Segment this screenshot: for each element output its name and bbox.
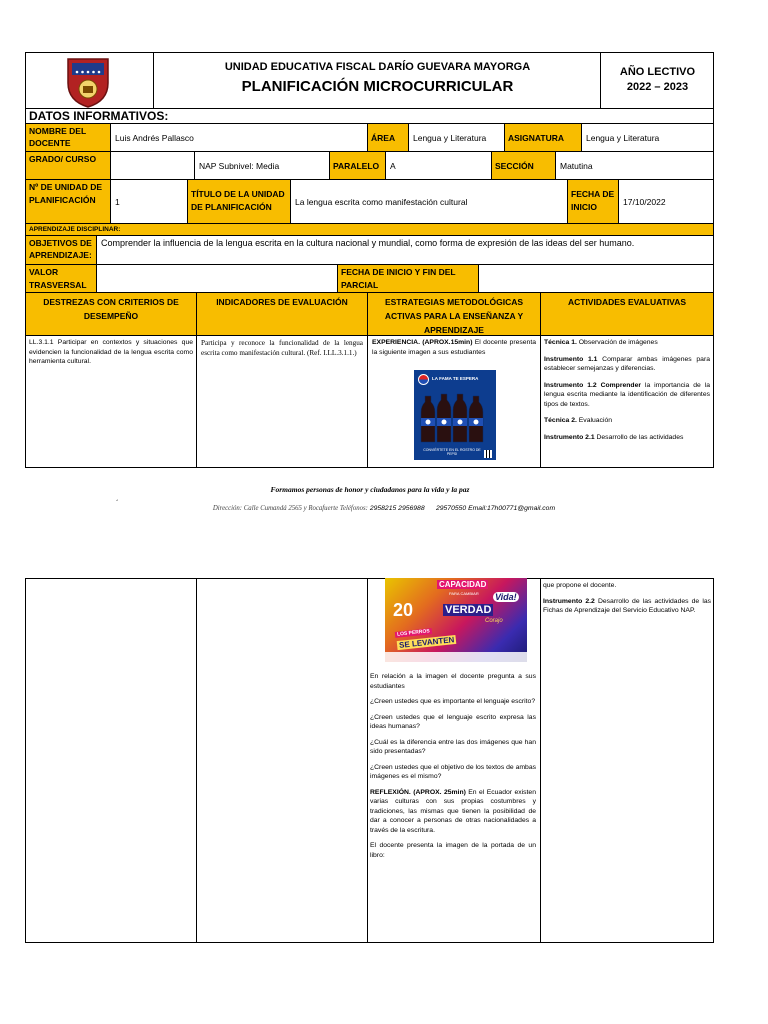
titulo-value: La lengua escrita como manifestación cultural: [295, 197, 468, 207]
question-4: ¿Creen ustedes que el objetivo de los textos de ambas imágenes es el mismo?: [370, 763, 536, 780]
col-destrezas-header: [25, 292, 197, 336]
actividad-item-label: Técnica 1.: [544, 339, 577, 346]
asignatura-value: Lengua y Literatura: [586, 133, 660, 143]
area-value-cell: [408, 123, 505, 152]
footer-phones: 2958215 2956988: [369, 505, 425, 512]
seccion-label: SECCIÓN: [495, 161, 534, 171]
paralelo-label: PARALELO: [333, 161, 380, 171]
estrategia-questions: [370, 672, 536, 866]
actividad-item-text: Evaluación: [576, 417, 613, 424]
area-label-cell: [367, 123, 409, 152]
asignatura-label-cell: [504, 123, 582, 152]
grado-empty-cell: [110, 151, 195, 180]
asignatura-label: ASIGNATURA: [508, 133, 565, 143]
col-indicadores-header: [196, 292, 368, 336]
actividad-item-text: Desarrollo de las actividades: [594, 433, 684, 441]
actividad-item-text: la importancia de la lengua escrita mediante la identificación de diferentes tipos de textos.: [544, 381, 710, 408]
poster-word-5: LOS PERROS: [396, 628, 431, 638]
seccion-value: Matutina: [560, 161, 593, 171]
actividades-list: [541, 336, 713, 451]
col-estrategias-label: ESTRATEGIAS METODOLÓGICAS ACTIVAS PARA LA ENSEÑANZA Y APRENDIZAJE: [384, 297, 524, 335]
col-actividades-label: ACTIVIDADES EVALUATIVAS: [567, 297, 687, 307]
grado-label-cell: [25, 151, 111, 180]
experiencia-text: El docente presenta la siguiente imagen a sus estudiantes: [372, 339, 536, 356]
fecha-parcial-label: FECHA DE INICIO Y FIN DEL PARCIAL: [341, 267, 456, 290]
docente-label: NOMBRE DEL DOCENTE: [29, 126, 86, 148]
pepsi-logo-icon: [418, 374, 429, 385]
actividad-item: [544, 355, 710, 374]
actividad-item-text: Observación de imágenes: [576, 339, 658, 346]
area-label: ÁREA: [371, 133, 396, 143]
valor-value-cell: [96, 264, 338, 293]
footer-email: Email:17h00771@gmail.com: [468, 505, 556, 512]
unidad-num-value: 1: [115, 197, 120, 207]
instrumento-2-2-label: Instrumento 2.2: [543, 597, 595, 605]
ad-title: LA FAMA TE ESPERA: [432, 376, 479, 381]
page2-col-line-1: [196, 578, 197, 943]
unidad-num-label: Nº DE UNIDAD DE PLANIFICACIÓN: [29, 182, 102, 205]
grado-value-cell: [194, 151, 330, 180]
datos-informativos-title: DATOS INFORMATIVOS:: [29, 109, 169, 123]
objetivos-label: OBJETIVOS DE APRENDIZAJE:: [29, 238, 92, 260]
experiencia-label: EXPERIENCIA. (APROX.15min): [372, 339, 473, 346]
actividad-item: [544, 416, 710, 426]
fecha-value-cell: [618, 179, 714, 224]
poster-word-6: SE LEVANTEN: [398, 635, 455, 650]
instrumento-2-2-text: Desarrollo de las actividades de las Fichas de Aprendizaje del Servicio Educativo NAP.: [543, 597, 712, 614]
grado-label: GRADO/ CURSO: [29, 154, 97, 164]
reflexion-paragraph: [370, 788, 536, 836]
campaign-poster-image: [385, 578, 527, 662]
valor-label-cell: [25, 264, 97, 293]
school-logo: [60, 53, 116, 109]
grado-value: NAP Subnivel: Media: [199, 161, 280, 171]
footer-address: Dirección: Calle Cumandá 2565 y Rocafuerte Teléfonos:: [212, 505, 368, 512]
actividad-item-label: Técnica 2.: [544, 417, 577, 424]
fecha-parcial-label-cell: [337, 264, 479, 293]
poster-word-4: Vida!: [495, 592, 517, 602]
indicador-cell: [196, 335, 368, 468]
school-name: UNIDAD EDUCATIVA FISCAL DARÍO GUEVARA MAYORGA: [224, 61, 531, 73]
unidad-num-label-cell: [25, 179, 111, 224]
footer-phone2: 29570550: [435, 505, 467, 512]
actividad-item-label: Instrumento 2.1: [544, 433, 595, 441]
poster-word-3: VERDAD: [445, 604, 492, 616]
actividades-cont-text: que propone el docente.: [543, 582, 617, 589]
col-actividades-header: [540, 292, 714, 336]
poster-word-1: CAPACIDAD: [439, 580, 487, 589]
final-text: El docente presenta la imagen de la portada de un libro:: [370, 842, 536, 859]
actividad-item-label: Instrumento 1.1: [544, 355, 598, 363]
fecha-value: 17/10/2022: [623, 197, 666, 207]
question-1: ¿Creen ustedes que es importante el lenguaje escrito?: [370, 698, 536, 705]
qr-code-icon: [484, 450, 492, 458]
valor-label: VALOR TRASVERSAL: [29, 267, 87, 290]
document-title: PLANIFICACIÓN MICROCURRICULAR: [241, 78, 514, 95]
poster-bottom-band: [385, 652, 527, 662]
titulo-value-cell: [290, 179, 568, 224]
objetivos-value: Comprender la influencia de la lengua escrita en la cultura nacional y mundial, como forma de expresión de las ideas del ser humano.: [101, 238, 635, 248]
actividad-item: [544, 338, 710, 348]
col-indicadores-label: INDICADORES DE EVALUACIÓN: [216, 297, 348, 307]
unidad-num-value-cell: [110, 179, 188, 224]
actividad-item: [544, 433, 710, 443]
paralelo-label-cell: [329, 151, 386, 180]
actividad-item-text: Comparar ambas imágenes para establecer semejanzas y diferencias.: [544, 355, 710, 372]
poster-number: 20: [393, 600, 414, 620]
question-2: ¿Creen ustedes que el lenguaje escrito expresa las ideas humanas?: [370, 713, 536, 730]
asignatura-value-cell: [581, 123, 714, 152]
docente-label-cell: [25, 123, 111, 152]
titulo-label-cell: [187, 179, 291, 224]
pepsi-ad-image: [414, 370, 496, 460]
objetivos-label-cell: [25, 235, 97, 265]
reflexion-label: REFLEXIÓN. (APROX. 25min): [370, 788, 466, 796]
footer-motto: Formamos personas de honor y ciudadanos para la vida y la paz: [270, 485, 470, 494]
estrategia-cell: [367, 335, 541, 468]
seccion-label-cell: [491, 151, 556, 180]
reflexion-text: En el Ecuador existen varias culturas con sus propias costumbres y tradiciones, las mismas que tienen la posibilidad de dar a conocer a personas de otras nacionalidades a través de la escritura.: [370, 788, 536, 834]
aprendizaje-label: APRENDIZAJE DISCIPLINAR:: [29, 226, 121, 233]
actividades-cell: [540, 335, 714, 468]
objetivos-value-cell: [96, 235, 714, 265]
titulo-label: TÍTULO DE LA UNIDAD DE PLANIFICACIÓN: [191, 189, 285, 212]
fecha-parcial-value-cell: [478, 264, 714, 293]
year-value: 2022 – 2023: [626, 81, 689, 93]
footer-address-line: [0, 505, 768, 512]
question-3: ¿Cuál es la diferencia entre las dos imágenes que han sido presentadas?: [370, 738, 536, 755]
poster-word-7: Corajo: [485, 618, 503, 624]
footer-mark: ،: [116, 497, 118, 503]
destreza-text: LL.3.1.1 Participar en contextos y situaciones que evidencien la funcionalidad de la lengua escrita como herramienta cultural.: [29, 339, 193, 365]
fecha-label: FECHA DE INICIO: [571, 189, 615, 212]
area-value: Lengua y Literatura: [413, 133, 487, 143]
page2-col-line-2: [367, 578, 368, 943]
actividad-item-label: Instrumento 1.2 Comprender: [544, 381, 641, 389]
poster-word-2: PARA CAMBIAR: [449, 591, 479, 596]
paralelo-value-cell: [385, 151, 492, 180]
col-destrezas-label: DESTREZAS CON CRITERIOS DE DESEMPEÑO: [43, 297, 179, 321]
actividad-item: [544, 381, 710, 410]
page2-col-line-3: [540, 578, 541, 943]
estrategia-intro: [368, 336, 540, 359]
bottles-graphic: [419, 390, 491, 446]
ad-caption: CONVIÉRTETE EN EL ROSTRO DE PEPSI: [423, 448, 481, 456]
seccion-value-cell: [555, 151, 714, 180]
fecha-label-cell: [567, 179, 619, 224]
paralelo-value: A: [390, 161, 396, 171]
year-label: AÑO LECTIVO: [619, 66, 696, 78]
instrumento-2-2: [543, 597, 711, 616]
col-estrategias-header: [367, 292, 541, 336]
indicador-text: Participa y reconoce la funcionalidad de la lengua escrita como manifestación cultural. (Ref. I.LL.3.1.1.): [201, 339, 363, 357]
actividades-continued: [543, 581, 711, 622]
docente-value: Luis Andrés Pallasco: [115, 133, 194, 143]
estrategia-intro-2: En relación a la imagen el docente pregunta a sus estudiantes: [370, 673, 536, 690]
destreza-cell: [25, 335, 197, 468]
docente-value-cell: [110, 123, 368, 152]
